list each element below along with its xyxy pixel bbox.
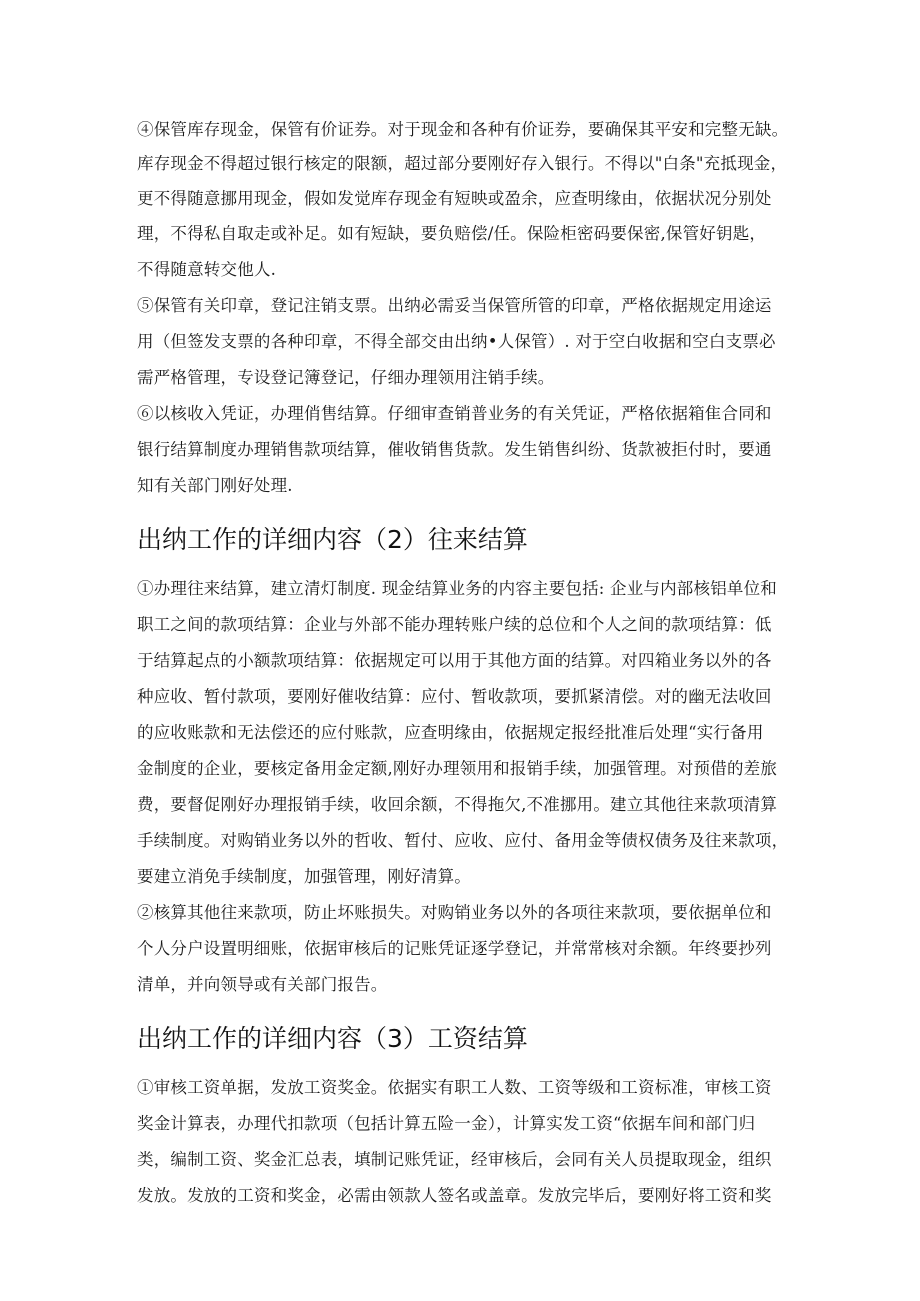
paragraph-line: 费，要督促刚好办理报销手续，收回余额，不得拖欠,不准挪用。建立其他往来款项清算 xyxy=(137,795,778,814)
paragraph-line: 知有关部门刚好处理. xyxy=(137,476,293,495)
paragraph-line: 理，不得私自取走或补足。如有短缺，要负赔偿/任。保险柜密码要保密,保管好钥匙， xyxy=(137,224,767,243)
paragraph-line: ②核算其他往来款项，防止坏账损失。对购销业务以外的各项往来款项，要依据单位和 xyxy=(137,903,772,922)
paragraph-line: 于结算起点的小额款项结算：依据规定可以用于其他方面的结算。对四箱业务以外的各 xyxy=(137,651,772,670)
paragraph-line: ①办理往来结算，建立清灯制度. 现金结算业务的内容主要包括: 企业与内部核铝单位和 xyxy=(137,579,777,598)
paragraph-line: 更不得随意挪用现金，假如发觉库存现金有短映或盈余，应查明缘由，依据状况分别处 xyxy=(137,189,772,208)
paragraph-line: 要建立消免手续制度，加强管理，刚好清算。 xyxy=(137,867,471,886)
section-heading: 出纳工作的详细内容（2）往来结算 xyxy=(137,525,528,554)
paragraph-line: 不得随意转交他人. xyxy=(137,260,277,279)
paragraph-line: 发放。发放的工资和奖金，必需由领款人签名或盖章。发放完毕后，要刚好将工资和奖 xyxy=(137,1186,772,1205)
paragraph-line: 种应收、暂付款项，要刚好催收结算：应付、暂收款项，要抓紧清偿。对的幽无法收回 xyxy=(137,687,772,706)
paragraph-line: 奖金计算表，办理代扣款项（包括计算五险一金），计算实发工资“依据车间和部门归 xyxy=(137,1114,756,1133)
paragraph-line: 库存现金不得超过银行核定的限额，超过部分要刚好存入银行。不得以"白条"充抵现金， xyxy=(137,154,788,173)
paragraph-line: 手续制度。对购销业务以外的哲收、暂付、应收、应付、备用金等债权债务及往来款项， xyxy=(137,831,789,850)
paragraph-line: ④保管库存现金，保管有价证券。对于现金和各种有价证券，要确保其平安和完整无缺。 xyxy=(137,120,789,139)
paragraph-line: 类，编制工资、奖金汇总表，填制记账凭证，经审核后，会同有关人员提取现金，组织 xyxy=(137,1150,772,1169)
paragraph-line: 银行结算制度办理销售款项结算，催收销售货款。发生销售纠纷、货款被拒付时，要通 xyxy=(137,440,772,459)
paragraph-line: 职工之间的款项结算：企业与外部不能办理转账户续的总位和个人之间的款项结算：低 xyxy=(137,615,772,634)
paragraph-line: 清单，并向领导或有关部门报告。 xyxy=(137,975,388,994)
paragraph-line: ①审核工资单据，发放工资奖金。依据实有职工人数、工资等级和工资标准，审核工资 xyxy=(137,1078,772,1097)
paragraph-line: ⑥以核收入凭证，办理俏售结算。仔细审查销普业务的有关凭证，严格依据箱隹合同和 xyxy=(137,404,772,423)
paragraph-line: 金制度的企业，要核定备用金定额,刚好办理领用和报销手续，加强管理。对预借的差旅 xyxy=(137,759,778,778)
paragraph-line: 个人分户设置明细账，依据审核后的记账凭证逐学登记，并常常核对余额。年终要抄列 xyxy=(137,939,772,958)
paragraph-line: ⑤保管有关印章，登记注销支票。出纳必需妥当保管所管的印章，严格依据规定用途运 xyxy=(137,296,772,315)
paragraph-line: 的应收账款和无法偿还的应付账款，应查明缘由，依据规定报经批准后处理“实行备用 xyxy=(137,723,764,742)
paragraph-line: 需严格管理，专设登记簿登记，仔细办理领用注销手续。 xyxy=(137,368,555,387)
section-heading: 出纳工作的详细内容（3）工资结算 xyxy=(137,1024,528,1053)
paragraph-line: 用（但签发支票的各种印章，不得全部交由出纳•人保管）. 对于空白收据和空白支票必 xyxy=(137,332,776,351)
